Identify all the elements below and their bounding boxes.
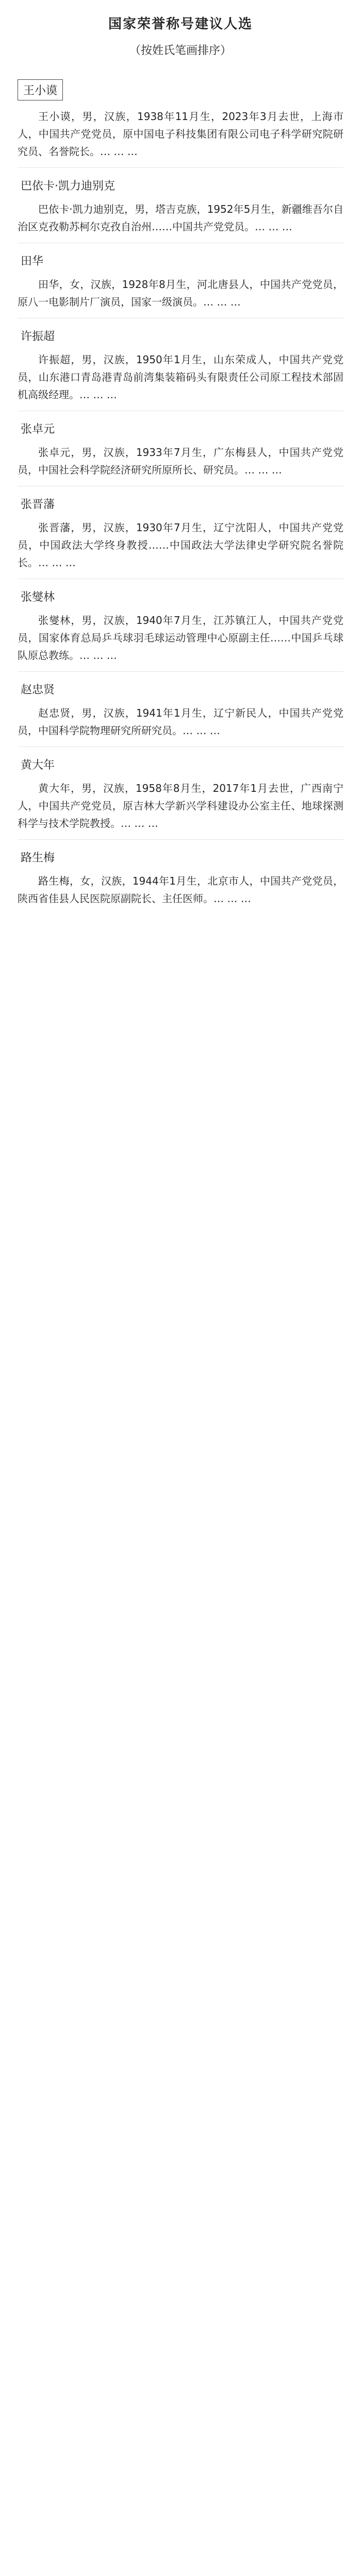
person-bio: 许振超，男，汉族，1950年1月生，山东荣成人，中国共产党党员，山东港口青岛港青岛前湾集装箱码头有限责任公司原工程技术部固机高级经理。… … … (18, 353, 343, 401)
person-bio: 黄大年，男，汉族，1958年8月生，2017年1月去世，广西南宁人，中国共产党党员，原吉林大学新兴学科建设办公室主任、地球探测科学与技术学院教授。… … … (18, 782, 343, 829)
person-section (18, 70, 343, 160)
person-bio: 张卓元，男，汉族，1933年7月生，广东梅县人，中国共产党党员，中国社会科学院经济研究所原所长、研究员。… … … (18, 446, 343, 476)
person-bio: 巴依卡·凯力迪别克，男，塔吉克族，1952年5月生，新疆维吾尔自治区克孜勒苏柯尔克孜自治州……中国共产党党员。… … … (18, 203, 343, 233)
person-name: 赵忠贤 (21, 684, 55, 697)
person-section (18, 328, 343, 403)
document-subtitle: （按姓氏笔画排序） (129, 44, 232, 57)
person-name: 田华 (21, 255, 44, 268)
person-name: 路生梅 (21, 852, 55, 865)
person-bio: 路生梅，女，汉族，1944年1月生，北京市人，中国共产党党员，陕西省佳县人民医院原副院长、主任医师。… … … (18, 875, 343, 905)
person-section (18, 496, 343, 571)
section-divider (18, 167, 343, 168)
person-bio: 田华，女，汉族，1928年8月生，河北唐县人，中国共产党党员，原八一电影制片厂演员，国家一级演员。… … … (18, 278, 343, 308)
person-section (18, 681, 343, 739)
person-name: 张晋藩 (21, 498, 55, 511)
person-name: 王小谟 (18, 79, 63, 100)
person-section (18, 252, 343, 311)
person-bio: 赵忠贤，男，汉族，1941年1月生，辽宁新民人，中国共产党党员，中国科学院物理研究所研究员。… … … (18, 707, 343, 737)
person-section (18, 756, 343, 832)
person-name: 许振超 (21, 330, 55, 343)
document-title: 国家荣誉称号建议人选 (108, 16, 253, 32)
person-name: 张燮林 (21, 591, 55, 604)
person-name: 巴依卡·凯力迪别克 (21, 180, 115, 193)
person-section (18, 588, 343, 664)
section-divider (18, 671, 343, 672)
person-bio: 王小谟，男，汉族，1938年11月生，2023年3月去世，上海市人，中国共产党党员，原中国电子科技集团有限公司电子科学研究院研究员、名誉院长。… … … (18, 110, 343, 158)
person-bio: 张晋藩，男，汉族，1930年7月生，辽宁沈阳人，中国共产党党员，中国政法大学终身教授……中国政法大学法律史学研究院名誉院长。… … … (18, 521, 343, 569)
person-bio: 张燮林，男，汉族，1940年7月生，江苏镇江人，中国共产党党员，国家体育总局乒乓球羽毛球运动管理中心原副主任……中国乒乓球队原总教练。… … … (18, 614, 343, 662)
person-name: 张卓元 (21, 423, 55, 436)
person-section (18, 420, 343, 479)
person-name: 黄大年 (21, 759, 55, 772)
person-section (18, 177, 343, 235)
person-section (18, 849, 343, 907)
section-divider (18, 839, 343, 840)
